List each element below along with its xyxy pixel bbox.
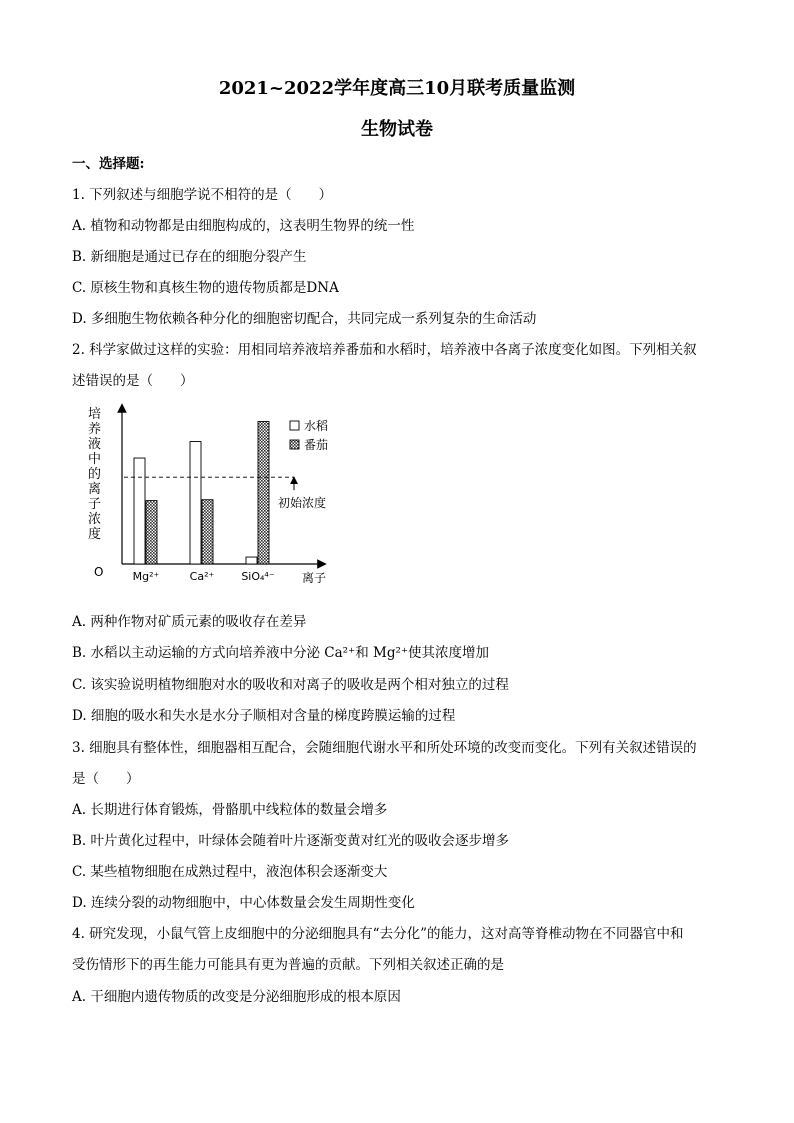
section-heading: 一、选择题: (72, 156, 145, 172)
y-axis-label-char: 养 (88, 422, 102, 437)
q1-option-a: A. 植物和动物都是由细胞构成的，这表明生物界的统一性 (72, 218, 415, 234)
q1-option-c: C. 原核生物和真核生物的遗传物质都是DNA (72, 280, 339, 296)
y-axis-label-char: 浓 (88, 512, 102, 527)
y-axis-label-char: 离 (88, 482, 102, 497)
bar-rice-0 (134, 458, 145, 564)
q2-option-d: D. 细胞的吸水和失水是水分子顺相对含量的梯度跨膜运输的过程 (72, 708, 456, 724)
q2-option-a: A. 两种作物对矿质元素的吸收存在差异 (72, 614, 307, 630)
q3-option-c: C. 某些植物细胞在成熟过程中，液泡体积会逐渐变大 (72, 864, 388, 880)
y-axis-label-char: 的 (88, 467, 102, 482)
legend-label: 番茄 (304, 438, 329, 452)
q2-stem-line2: 述错误的是（ ） (72, 373, 194, 389)
q4-stem-line2: 受伤情形下的再生能力可能具有更为普遍的贡献。下列相关叙述正确的是 (72, 957, 504, 973)
legend-swatch (290, 440, 299, 449)
exam-subtitle: 生物试卷 (361, 119, 433, 140)
q3-stem-line2: 是（ ） (72, 771, 140, 787)
q1-option-d: D. 多细胞生物依赖各种分化的细胞密切配合，共同完成一系列复杂的生命活动 (72, 311, 537, 327)
q3-option-d: D. 连续分裂的动物细胞中，中心体数量会发生周期性变化 (72, 895, 415, 911)
legend-label: 水稻 (304, 419, 329, 433)
q2-option-c: C. 该实验说明植物细胞对水的吸收和对离子的吸收是两个相对独立的过程 (72, 677, 509, 693)
ion-concentration-chart (84, 402, 344, 592)
initial-concentration-label: 初始浓度 (278, 496, 327, 511)
bar-rice-1 (190, 442, 201, 564)
q3-stem-line1: 3. 细胞具有整体性，细胞器相互配合，会随细胞代谢水平和所处环境的改变而变化。下列有关叙述错误的 (72, 740, 697, 756)
x-tick-label: SiO₄⁴⁻ (241, 570, 275, 583)
y-axis-label-char: 液 (88, 437, 102, 452)
y-axis-label (88, 407, 101, 542)
q4-stem-line1: 4. 研究发现，小鼠气管上皮细胞中的分泌细胞具有“去分化”的能力，这对高等脊椎动物在不同器官中和 (72, 926, 684, 942)
bar-tomato-2 (258, 422, 269, 564)
y-axis-label-char: 中 (88, 452, 102, 467)
bar-rice-2 (246, 557, 257, 564)
x-axis-label: 离子 (302, 571, 327, 585)
q3-option-b: B. 叶片黄化过程中，叶绿体会随着叶片逐渐变黄对红光的吸收会逐步增多 (72, 833, 510, 849)
q1-stem: 1. 下列叙述与细胞学说不相符的是（ ） (72, 187, 333, 203)
legend-swatch (290, 421, 299, 430)
y-axis-label-char: 培 (88, 407, 102, 422)
x-tick-label: Mg²⁺ (132, 570, 160, 583)
exam-title: 2021~2022学年度高三10月联考质量监测 (218, 78, 576, 99)
x-tick-label: Ca²⁺ (189, 570, 215, 583)
bar-tomato-1 (202, 500, 213, 564)
bar-tomato-0 (146, 501, 157, 564)
legend (290, 418, 328, 452)
q3-option-a: A. 长期进行体育锻炼，骨骼肌中线粒体的数量会增多 (72, 802, 388, 818)
y-axis-label-char: 子 (88, 497, 102, 512)
origin-label: O (94, 565, 104, 579)
q2-stem-line1: 2. 科学家做过这样的实验：用相同培养液培养番茄和水稻时，培养液中各离子浓度变化如图。下列相关叙 (72, 342, 697, 358)
q2-option-b: B. 水稻以主动运输的方式向培养液中分泌 Ca²⁺和 Mg²⁺使其浓度增加 (72, 645, 490, 661)
y-axis-label-char: 度 (88, 527, 102, 542)
q1-option-b: B. 新细胞是通过已存在的细胞分裂产生 (72, 249, 307, 265)
q4-option-a: A. 干细胞内遗传物质的改变是分泌细胞形成的根本原因 (72, 989, 401, 1005)
